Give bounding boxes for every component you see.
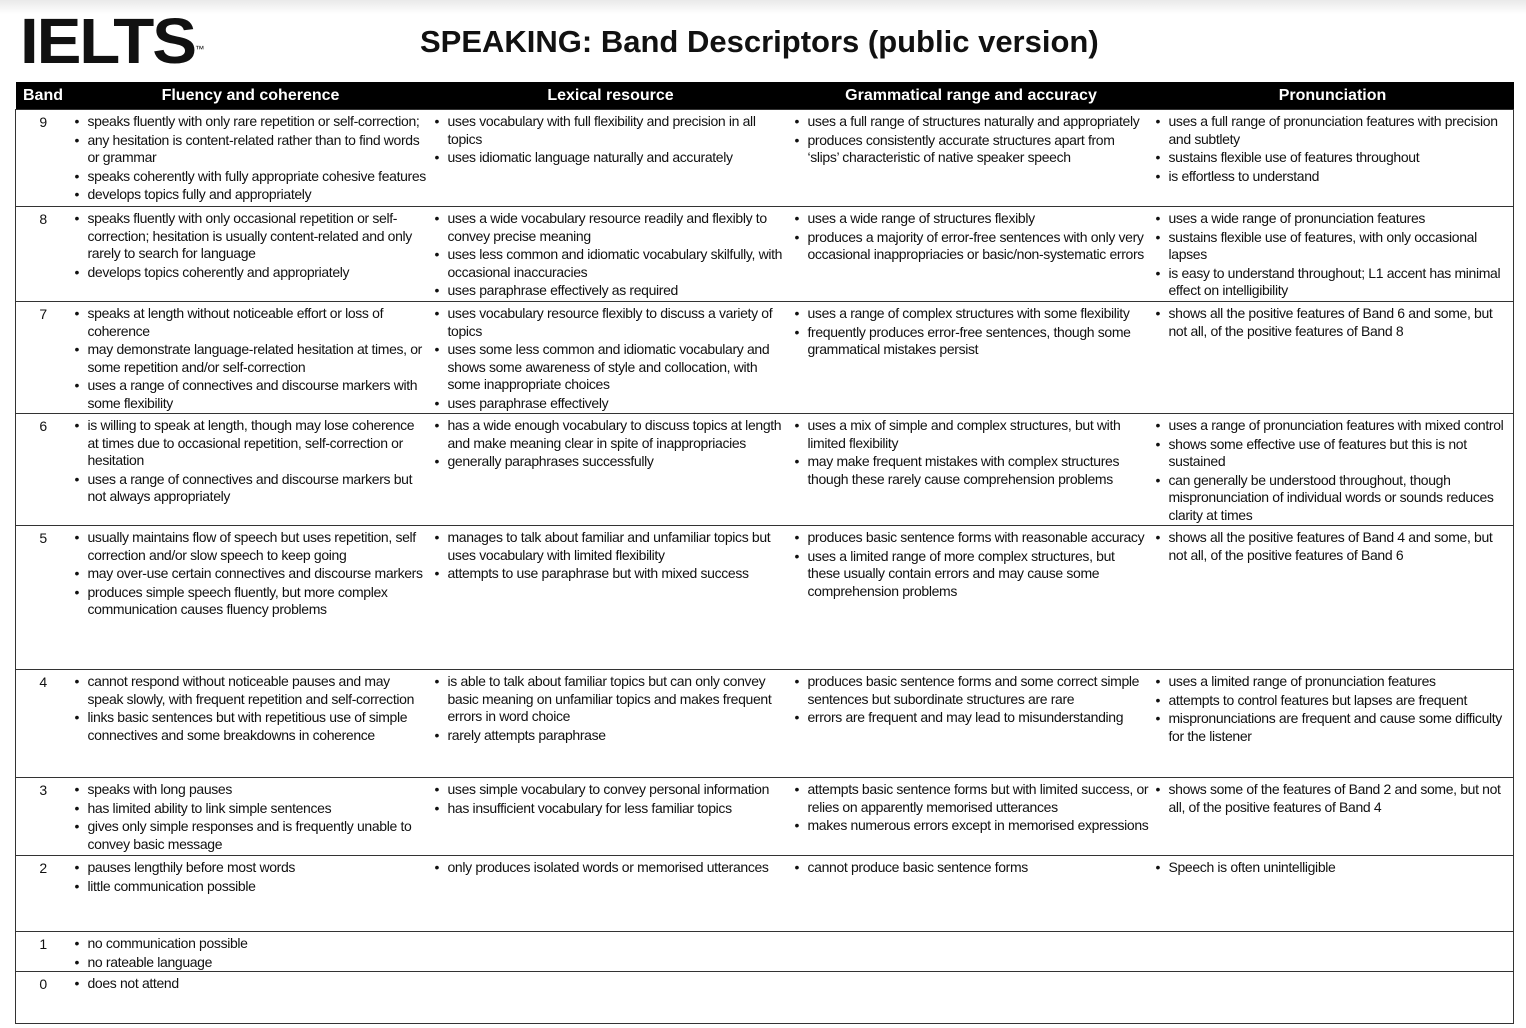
descriptor-item: • produces basic sentence forms with reasonable accuracy [794, 529, 1149, 547]
descriptor-item: • is effortless to understand [1155, 168, 1511, 186]
descriptor-item: • uses less common and idiomatic vocabulary skilfully, with occasional inaccuracies [434, 246, 788, 281]
pronunciation-cell [1152, 414, 1514, 526]
descriptor-list [434, 673, 788, 744]
descriptor-list [74, 975, 428, 993]
lexical-cell [431, 302, 791, 414]
descriptor-item: • attempts to use paraphrase but with mixed success [434, 565, 788, 583]
lexical-cell [431, 778, 791, 856]
descriptor-item: • gives only simple responses and is frequently unable to convey basic message [74, 818, 428, 853]
descriptor-item: • uses a full range of pronunciation features with precision and subtlety [1155, 113, 1511, 148]
descriptor-item: • speaks at length without noticeable effort or loss of coherence [74, 305, 428, 340]
page-title: SPEAKING: Band Descriptors (public version) [420, 24, 1099, 59]
descriptor-item: • shows some effective use of features but this is not sustained [1155, 436, 1511, 471]
descriptor-list [74, 781, 428, 853]
column-header-fluency: Fluency and coherence [71, 82, 431, 110]
descriptor-item: • uses a range of connectives and discourse markers but not always appropriately [74, 471, 428, 506]
descriptor-item: • speaks fluently with only rare repetition or self-correction; [74, 113, 428, 131]
descriptor-item: • may make frequent mistakes with complex structures though these rarely cause comprehension problems [794, 453, 1149, 488]
descriptor-item: • has a wide enough vocabulary to discuss topics at length and make meaning clear in spite of inappropriacies [434, 417, 788, 452]
lexical-cell [431, 972, 791, 1024]
lexical-cell [431, 526, 791, 670]
pronunciation-cell [1152, 110, 1514, 207]
fluency-cell [71, 670, 431, 778]
band-number: 5 [16, 526, 71, 670]
descriptor-list [74, 417, 428, 506]
fluency-cell [71, 110, 431, 207]
descriptor-item: • uses some less common and idiomatic vocabulary and shows some awareness of style and collocation, with some inappropriate choices [434, 341, 788, 394]
descriptor-item: • uses a mix of simple and complex structures, but with limited flexibility [794, 417, 1149, 452]
band-number: 6 [16, 414, 71, 526]
pronunciation-cell [1152, 302, 1514, 414]
lexical-cell [431, 414, 791, 526]
descriptor-item: • uses a full range of structures naturally and appropriately [794, 113, 1149, 131]
descriptor-item: • shows all the positive features of Band 6 and some, but not all, of the positive features of Band 8 [1155, 305, 1511, 340]
descriptor-list [1155, 417, 1511, 524]
descriptor-item: • uses a wide range of pronunciation features [1155, 210, 1511, 228]
descriptor-item: • shows some of the features of Band 2 and some, but not all, of the positive features of Band 4 [1155, 781, 1511, 816]
descriptor-list [794, 529, 1149, 600]
descriptor-item: • sustains flexible use of features, with only occasional lapses [1155, 229, 1511, 264]
table-row [16, 778, 1514, 856]
descriptor-item: • rarely attempts paraphrase [434, 727, 788, 745]
descriptor-list [1155, 305, 1511, 340]
descriptor-item: • only produces isolated words or memorised utterances [434, 859, 788, 877]
descriptor-item: • produces simple speech fluently, but more complex communication causes fluency problems [74, 584, 428, 619]
descriptor-item: • uses simple vocabulary to convey personal information [434, 781, 788, 799]
band-descriptors-table [15, 82, 1514, 1024]
descriptor-item: • is easy to understand throughout; L1 accent has minimal effect on intelligibility [1155, 265, 1511, 300]
descriptor-item: • sustains flexible use of features throughout [1155, 149, 1511, 167]
descriptor-list [794, 417, 1149, 488]
table-body [16, 110, 1514, 1024]
trademark-symbol: ™ [194, 44, 205, 54]
column-header-band: Band [16, 82, 71, 110]
descriptor-item: • mispronunciations are frequent and cause some difficulty for the listener [1155, 710, 1511, 745]
descriptor-item: • speaks coherently with fully appropriate cohesive features [74, 168, 428, 186]
ielts-logo: IELTS™ [20, 5, 205, 77]
descriptor-item: • develops topics coherently and appropriately [74, 264, 428, 282]
grammar-cell [791, 302, 1152, 414]
descriptor-item: • uses a wide range of structures flexibly [794, 210, 1149, 228]
descriptor-item: • pauses lengthily before most words [74, 859, 428, 877]
fluency-cell [71, 972, 431, 1024]
lexical-cell [431, 856, 791, 932]
table-row [16, 414, 1514, 526]
descriptor-list [1155, 859, 1511, 877]
column-header-grammar: Grammatical range and accuracy [791, 82, 1152, 110]
grammar-cell [791, 414, 1152, 526]
descriptor-list [794, 305, 1149, 359]
descriptor-item: • uses a range of complex structures with some flexibility [794, 305, 1149, 323]
band-number: 8 [16, 207, 71, 302]
descriptor-list [434, 417, 788, 471]
pronunciation-cell [1152, 972, 1514, 1024]
descriptor-item: • manages to talk about familiar and unfamiliar topics but uses vocabulary with limited flexibility [434, 529, 788, 564]
descriptor-item: • little communication possible [74, 878, 428, 896]
descriptor-list [74, 859, 428, 895]
descriptor-item: • cannot respond without noticeable pauses and may speak slowly, with frequent repetition and self-correction [74, 673, 428, 708]
descriptor-item: • shows all the positive features of Band 4 and some, but not all, of the positive features of Band 6 [1155, 529, 1511, 564]
pronunciation-cell [1152, 856, 1514, 932]
column-header-pronunciation: Pronunciation [1152, 82, 1514, 110]
fluency-cell [71, 856, 431, 932]
descriptor-item: • uses vocabulary resource flexibly to discuss a variety of topics [434, 305, 788, 340]
lexical-cell [431, 110, 791, 207]
band-number: 9 [16, 110, 71, 207]
descriptor-item: • uses paraphrase effectively [434, 395, 788, 413]
descriptor-item: • uses a limited range of more complex structures, but these usually contain errors and may cause some comprehension problems [794, 548, 1149, 601]
descriptor-item: • Speech is often unintelligible [1155, 859, 1511, 877]
descriptor-item: • may over-use certain connectives and discourse markers [74, 565, 428, 583]
descriptor-list [794, 210, 1149, 264]
descriptor-item: • produces basic sentence forms and some correct simple sentences but subordinate structures are rare [794, 673, 1149, 708]
lexical-cell [431, 932, 791, 972]
band-number: 3 [16, 778, 71, 856]
descriptor-item: • produces a majority of error-free sentences with only very occasional inappropriacies or basic/non-systematic errors [794, 229, 1149, 264]
descriptor-item: • may demonstrate language-related hesitation at times, or some repetition and/or self-correction [74, 341, 428, 376]
descriptor-item: • any hesitation is content-related rather than to find words or grammar [74, 132, 428, 167]
descriptor-list [74, 529, 428, 619]
descriptor-list [434, 781, 788, 817]
grammar-cell [791, 207, 1152, 302]
grammar-cell [791, 932, 1152, 972]
descriptor-item: • has insufficient vocabulary for less familiar topics [434, 800, 788, 818]
descriptor-list [794, 781, 1149, 835]
pronunciation-cell [1152, 670, 1514, 778]
fluency-cell [71, 778, 431, 856]
descriptor-item: • is willing to speak at length, though may lose coherence at times due to occasional repetition, self-correction or hesitation [74, 417, 428, 470]
descriptor-list [794, 113, 1149, 167]
descriptor-item: • uses a limited range of pronunciation features [1155, 673, 1511, 691]
descriptor-list [74, 210, 428, 281]
pronunciation-cell [1152, 778, 1514, 856]
descriptor-item: • no rateable language [74, 954, 428, 972]
grammar-cell [791, 972, 1152, 1024]
descriptor-item: • is able to talk about familiar topics but can only convey basic meaning on unfamiliar topics and makes frequent errors in word choice [434, 673, 788, 726]
table-row [16, 856, 1514, 932]
pronunciation-cell [1152, 526, 1514, 670]
fluency-cell [71, 207, 431, 302]
fluency-cell [71, 932, 431, 972]
table-row [16, 302, 1514, 414]
fluency-cell [71, 302, 431, 414]
band-number: 0 [16, 972, 71, 1024]
pronunciation-cell [1152, 207, 1514, 302]
descriptor-item: • no communication possible [74, 935, 428, 953]
descriptor-item: • errors are frequent and may lead to misunderstanding [794, 709, 1149, 727]
descriptor-item: • uses a range of connectives and discourse markers with some flexibility [74, 377, 428, 412]
band-number: 4 [16, 670, 71, 778]
descriptor-item: • frequently produces error-free sentences, though some grammatical mistakes persist [794, 324, 1149, 359]
table-row [16, 972, 1514, 1024]
descriptor-list [794, 673, 1149, 727]
descriptor-item: • cannot produce basic sentence forms [794, 859, 1149, 877]
grammar-cell [791, 670, 1152, 778]
band-number: 7 [16, 302, 71, 414]
descriptor-item: • usually maintains flow of speech but uses repetition, self correction and/or slow speech to keep going [74, 529, 428, 564]
descriptor-list [434, 113, 788, 167]
table-row [16, 110, 1514, 207]
table-header-row [16, 82, 1514, 110]
band-number: 1 [16, 932, 71, 972]
descriptor-item: • generally paraphrases successfully [434, 453, 788, 471]
table-row [16, 207, 1514, 302]
descriptor-list [1155, 673, 1511, 745]
descriptor-item: • uses idiomatic language naturally and accurately [434, 149, 788, 167]
descriptor-item: • speaks fluently with only occasional repetition or self-correction; hesitation is usually content-related and only rarely to search for language [74, 210, 428, 263]
descriptor-list [434, 529, 788, 583]
descriptor-list [434, 859, 788, 877]
pronunciation-cell [1152, 932, 1514, 972]
table-row [16, 526, 1514, 670]
grammar-cell [791, 526, 1152, 670]
descriptor-item: • uses paraphrase effectively as required [434, 282, 788, 300]
descriptor-list [1155, 113, 1511, 185]
descriptor-list [74, 673, 428, 744]
descriptor-list [74, 305, 428, 412]
descriptor-list [1155, 781, 1511, 816]
descriptor-item: • uses vocabulary with full flexibility and precision in all topics [434, 113, 788, 148]
descriptor-item: • develops topics fully and appropriately [74, 186, 428, 204]
grammar-cell [791, 856, 1152, 932]
descriptor-item: • produces consistently accurate structures apart from ‘slips’ characteristic of native speaker speech [794, 132, 1149, 167]
descriptor-list [794, 859, 1149, 877]
grammar-cell [791, 110, 1152, 207]
table-row [16, 932, 1514, 972]
lexical-cell [431, 207, 791, 302]
fluency-cell [71, 526, 431, 670]
descriptor-list [434, 305, 788, 412]
descriptor-item: • does not attend [74, 975, 428, 993]
band-number: 2 [16, 856, 71, 932]
descriptor-item: • can generally be understood throughout, though mispronunciation of individual words or sounds reduces clarity at times [1155, 472, 1511, 525]
descriptor-list [74, 113, 428, 204]
descriptor-item: • uses a wide vocabulary resource readily and flexibly to convey precise meaning [434, 210, 788, 245]
fluency-cell [71, 414, 431, 526]
lexical-cell [431, 670, 791, 778]
column-header-lexical: Lexical resource [431, 82, 791, 110]
descriptor-item: • attempts to control features but lapses are frequent [1155, 692, 1511, 710]
descriptor-item: • makes numerous errors except in memorised expressions [794, 817, 1149, 835]
descriptor-list [1155, 529, 1511, 564]
grammar-cell [791, 778, 1152, 856]
descriptor-item: • has limited ability to link simple sentences [74, 800, 428, 818]
descriptor-list [1155, 210, 1511, 300]
descriptor-item: • attempts basic sentence forms but with limited success, or relies on apparently memorised utterances [794, 781, 1149, 816]
descriptor-list [434, 210, 788, 300]
descriptor-item: • speaks with long pauses [74, 781, 428, 799]
table-row [16, 670, 1514, 778]
descriptor-item: • uses a range of pronunciation features with mixed control [1155, 417, 1511, 435]
descriptor-item: • links basic sentences but with repetitious use of simple connectives and some breakdowns in coherence [74, 709, 428, 744]
descriptor-list [74, 935, 428, 971]
